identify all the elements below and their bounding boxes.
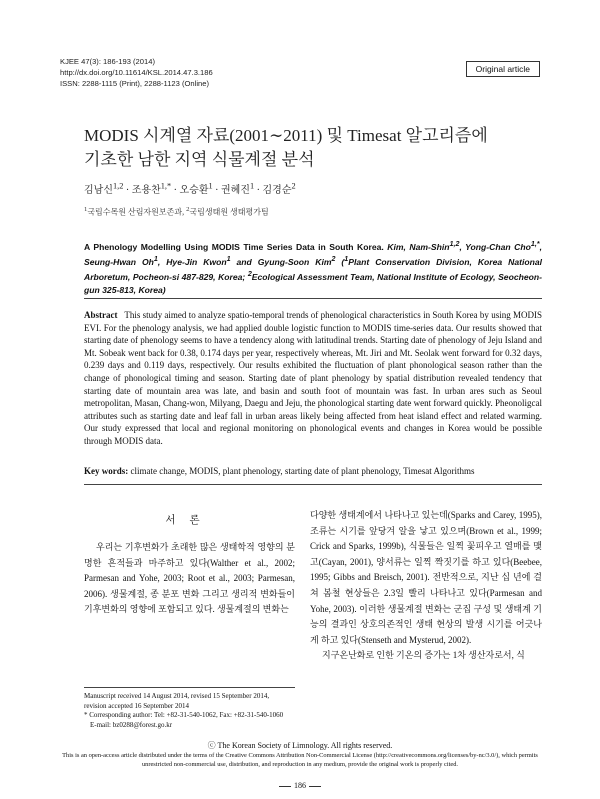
article-type-badge: Original article — [466, 61, 540, 77]
korean-affiliations — [84, 206, 269, 218]
note-line-1: Manuscript received 14 August 2014, revised 15 September 2014, — [84, 692, 270, 700]
author-2-sup: 1,* — [160, 181, 172, 191]
manuscript-note — [84, 692, 295, 730]
note-line-4: E-mail: bz0288@forest.go.kr — [90, 720, 173, 729]
author-3-sup: 1 — [208, 181, 213, 191]
page-number-text: 186 — [294, 781, 306, 790]
note-line-3: * Corresponding author: Tel: +82-31-540-1062, Fax: +82-31-540-1060 — [84, 711, 284, 720]
note-line-2: revision accepted 16 September 2014 — [84, 701, 189, 710]
author-2: 조용찬 — [131, 185, 161, 196]
journal-line: KJEE 47(3): 186-193 (2014) — [60, 57, 155, 66]
author-4-sup: 1 — [249, 181, 255, 191]
keywords-bottom-rule — [84, 484, 542, 485]
affil-1-sup: 1 — [84, 206, 88, 213]
author-separator: · — [256, 185, 260, 196]
author-3: 오승환 — [179, 185, 209, 196]
english-title: A Phenology Modelling Using MODIS Time Series Data in South Korea. — [84, 241, 384, 252]
affil-1: 국립수목원 산림자원보존과, — [87, 207, 187, 217]
journal-meta — [60, 56, 213, 89]
author-separator: · — [125, 185, 130, 196]
korean-title-line2: 기초한 남한 지역 식물계절 분석 — [84, 150, 315, 169]
license-text: This is an open-access article distributed under the terms of the Creative Commons Attribution Non-Commercial License (http://creativecommons.org/licenses/by-nc/3.0/), which permits unrestricted non-commercial use, distribution, and reproduction in any medium, provide the original work is properly cited. — [62, 752, 538, 768]
author-4: 권혜진 — [221, 185, 250, 196]
korean-title — [84, 124, 544, 172]
korean-authors — [84, 181, 296, 196]
right-paragraph-2: 지구온난화로 인한 기온의 증가는 1차 생산자로서, 식 — [322, 650, 525, 661]
abstract-top-rule — [84, 298, 542, 299]
english-title-block — [84, 238, 542, 296]
left-column-text — [84, 540, 295, 618]
affil-2: 국립생태원 생태평가팀 — [189, 207, 269, 217]
page-dash-right — [309, 786, 321, 787]
korean-title-line1: MODIS 시계열 자료(2001∼2011) 및 Timesat 알고리즘에 — [84, 126, 488, 145]
page-dash-left — [279, 786, 291, 787]
keywords-text: climate change, MODIS, plant phenology, starting date of plant phenology, Timesat Algorithms — [130, 466, 475, 476]
english-authors: Kim, Nam-Shin$^{1,2}$, Yong-Chan Cho$^{1,*}$, Seung-Hwan Oh$^1$, Hye-Jin Kwon$^1$ and Gyung-Soon Kim$^2$ ($^1$Plant Conservation Division, Korea National Arboretum, Pocheon-si 487-829, Korea; $^2$Ecological Assessment Team, National Institute of Ecology, Seocheon-gun 325-813, Korea) — [84, 240, 543, 295]
right-column-text — [310, 508, 542, 664]
author-5: 김경순 — [262, 185, 292, 196]
footnote-rule — [84, 687, 295, 688]
author-5-sup: 2 — [291, 181, 296, 191]
issn-line: ISSN: 2288-1115 (Print), 2288-1123 (Online) — [60, 79, 210, 88]
abstract-text: This study aimed to analyze spatio-temporal trends of phenological characteristics in South Korea by using MODIS EVI. For the phenology analysis, we had applied double logistic function to MODIS time-series data. Our results showed that starting date of phenology seems to have a tendency along with latitudinal trends. Starting date of phenology of Jeju Island and Mt. Sobeak went back for 0.38, 0.174 days per year, respectively whereas, Mt. Jiri and Mt. Seolak went forward for 0.32 days, 0.239 days and 0.119 days, respectively. Our results exhibited the fluctuation of plant phonological season rather than the change of phonological timing and season. Starting date of plant phenology by spatial distribution revealed tendency that starting date of mountain area was late, and basin and south foot of mountain was fast. In urban ares such as Seoul metropolitan, Masan, Chang-won, Milyang, Daegu and Jeju, the phonological starting date went forward quickly. Pheonoligcal attributes such as starting date and leaf fall in urban areas likely being affected from heat island effect and related warming. Our study expressed that local and regional monitoring on phonological events and changes in Korea would be possible through MODIS data. — [84, 310, 543, 446]
keywords — [84, 466, 542, 476]
author-1-sup: 1,2 — [112, 181, 124, 191]
left-paragraph-1: 우리는 기후변화가 초래한 많은 생태학적 영향의 분명한 흔적들과 마주하고 있다(Walther et al., 2002; Parmesan and Yohe, 2003; Root et al., 2003; Parmesan, 2006). 생물계절, 종 분포 변화 그리고 생리적 변화들이 기후변화의 영향에 포함되고 있다. 생물계절의 변화는 — [84, 542, 295, 615]
keywords-label: Key words: — [84, 466, 129, 476]
page-number — [0, 781, 600, 790]
abstract-label: Abstract — [84, 310, 118, 320]
section-heading: 서론 — [165, 515, 214, 526]
author-separator: · — [173, 185, 177, 196]
copyright-line: ⓒ The Korean Society of Limnology. All rights reserved. — [207, 741, 393, 750]
author-separator: · — [215, 185, 219, 196]
abstract — [84, 309, 542, 448]
affil-2-sup: 2 — [186, 206, 190, 213]
doi-link[interactable]: http://dx.doi.org/10.11614/KSL.2014.47.3.186 — [60, 68, 213, 77]
right-paragraph-1: 다양한 생태계에서 나타나고 있는데(Sparks and Carey, 1995), 조류는 시기를 앞당겨 알을 낳고 있으며(Brown et al., 1999; Crick and Sparks, 1999b), 식물들은 일찍 꽃피우고 열매를 맺고(Cayan, 2001), 양서류는 일찍 짝짓기를 하고 있다(Beebee, 1995; Gibbs and Breisch, 2001). 전반적으로, 지난 십 년에 걸쳐 봄철 현상들은 2.3일 빨리 나타나고 있다(Parmesan and Yohe, 2003). 이러한 생물계절 변화는 군집 구성 및 생태계 기능의 결과인 상호의존적인 생태 현상의 발생 시기를 어긋나게 하고 있다(Stenseth and Mysterud, 2002). — [310, 510, 542, 645]
author-1: 김남신 — [84, 185, 113, 196]
